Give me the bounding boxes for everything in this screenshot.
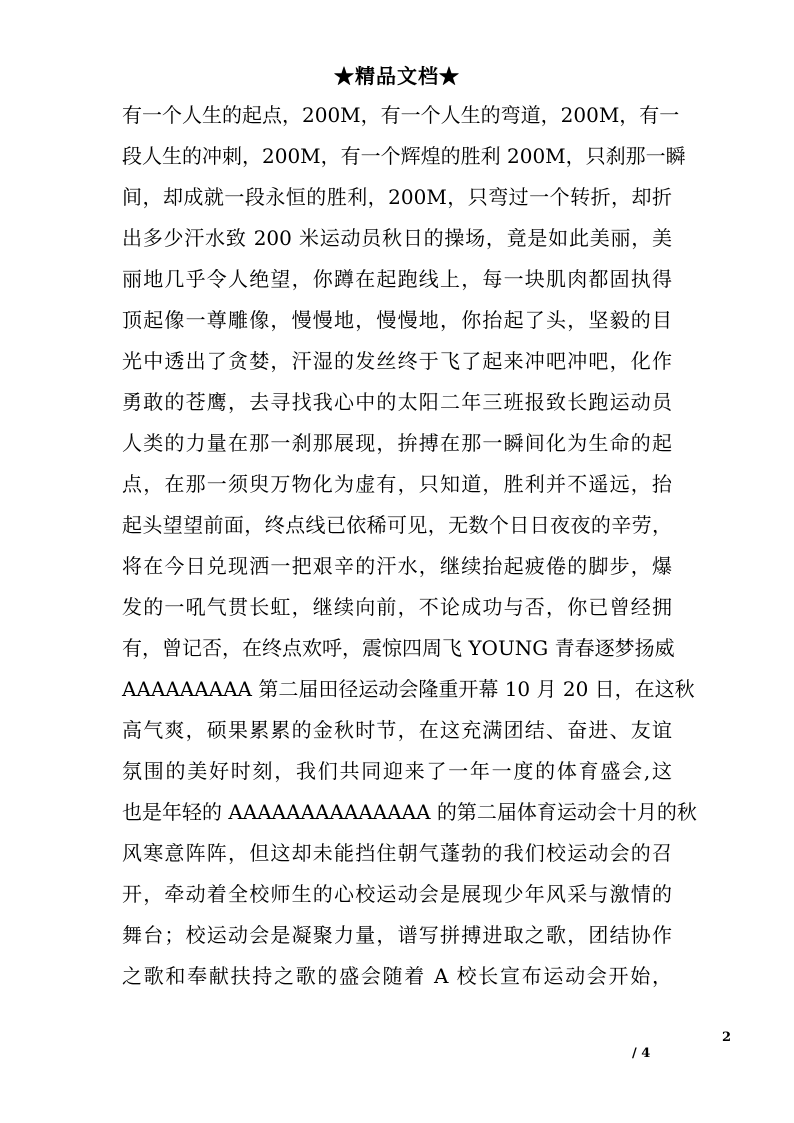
text-line: 点，在那一须臾万物化为虚有，只知道，胜利并不遥远，抬 xyxy=(122,472,672,496)
text-line: 间，却成就一段永恒的胜利，200M，只弯过一个转折，却折 xyxy=(122,185,672,209)
text-line: 高气爽，硕果累累的金秋时节，在这充满团结、奋进、友谊 xyxy=(122,718,672,742)
page-number: 2 xyxy=(722,1030,732,1045)
text-line: 舞台；校运动会是凝聚力量，谱写拼搏进取之歌，团结协作 xyxy=(122,923,672,947)
text-line: 将在今日兑现洒一把艰辛的汗水，继续抬起疲倦的脚步，爆 xyxy=(122,554,672,578)
text-line: 发的一吼气贯长虹，继续向前，不论成功与否，你已曾经拥 xyxy=(122,595,672,619)
text-line: 风寒意阵阵，但这却未能挡住朝气蓬勃的我们校运动会的召 xyxy=(122,841,672,865)
text-line: 之歌和奉献扶持之歌的盛会随着 A 校长宣布运动会开始， xyxy=(122,964,672,988)
text-line: 顶起像一尊雕像，慢慢地，慢慢地，你抬起了头，坚毅的目 xyxy=(122,308,672,332)
text-line: 光中透出了贪婪，汗湿的发丝终于飞了起来冲吧冲吧，化作 xyxy=(122,349,672,373)
text-line: 人类的力量在那一刹那展现，拚搏在那一瞬间化为生命的起 xyxy=(122,431,672,455)
text-line: 丽地几乎令人绝望，你蹲在起跑线上，每一块肌肉都固执得 xyxy=(122,267,672,291)
text-line: 有，曾记否，在终点欢呼，震惊四周飞 YOUNG 青春逐梦扬威 xyxy=(122,636,675,660)
text-line: AAAAAAAAA 第二届田径运动会隆重开幕 10 月 20 日，在这秋 xyxy=(122,677,695,701)
text-line: 也是年轻的 AAAAAAAAAAAAAA 的第二届体育运动会十月的秋 xyxy=(122,800,697,824)
text-line: 有一个人生的起点，200M，有一个人生的弯道，200M，有一 xyxy=(122,103,680,127)
text-line: 开，牵动着全校师生的心校运动会是展现少年风采与激情的 xyxy=(122,882,672,906)
text-line: 段人生的冲刺，200M，有一个辉煌的胜利 200M，只刹那一瞬 xyxy=(122,144,686,168)
text-line: 氛围的美好时刻，我们共同迎来了一年一度的体育盛会,这 xyxy=(122,759,672,783)
text-line: 出多少汗水致 200 米运动员秋日的操场，竟是如此美丽，美 xyxy=(122,226,672,250)
page-total: / 4 xyxy=(632,1046,651,1061)
text-line: 勇敢的苍鹰，去寻找我心中的太阳二年三班报致长跑运动员 xyxy=(122,390,672,414)
page-header-title: ★精品文档★ xyxy=(334,64,460,88)
text-line: 起头望望前面，终点线已依稀可见，无数个日日夜夜的辛劳， xyxy=(122,513,672,537)
